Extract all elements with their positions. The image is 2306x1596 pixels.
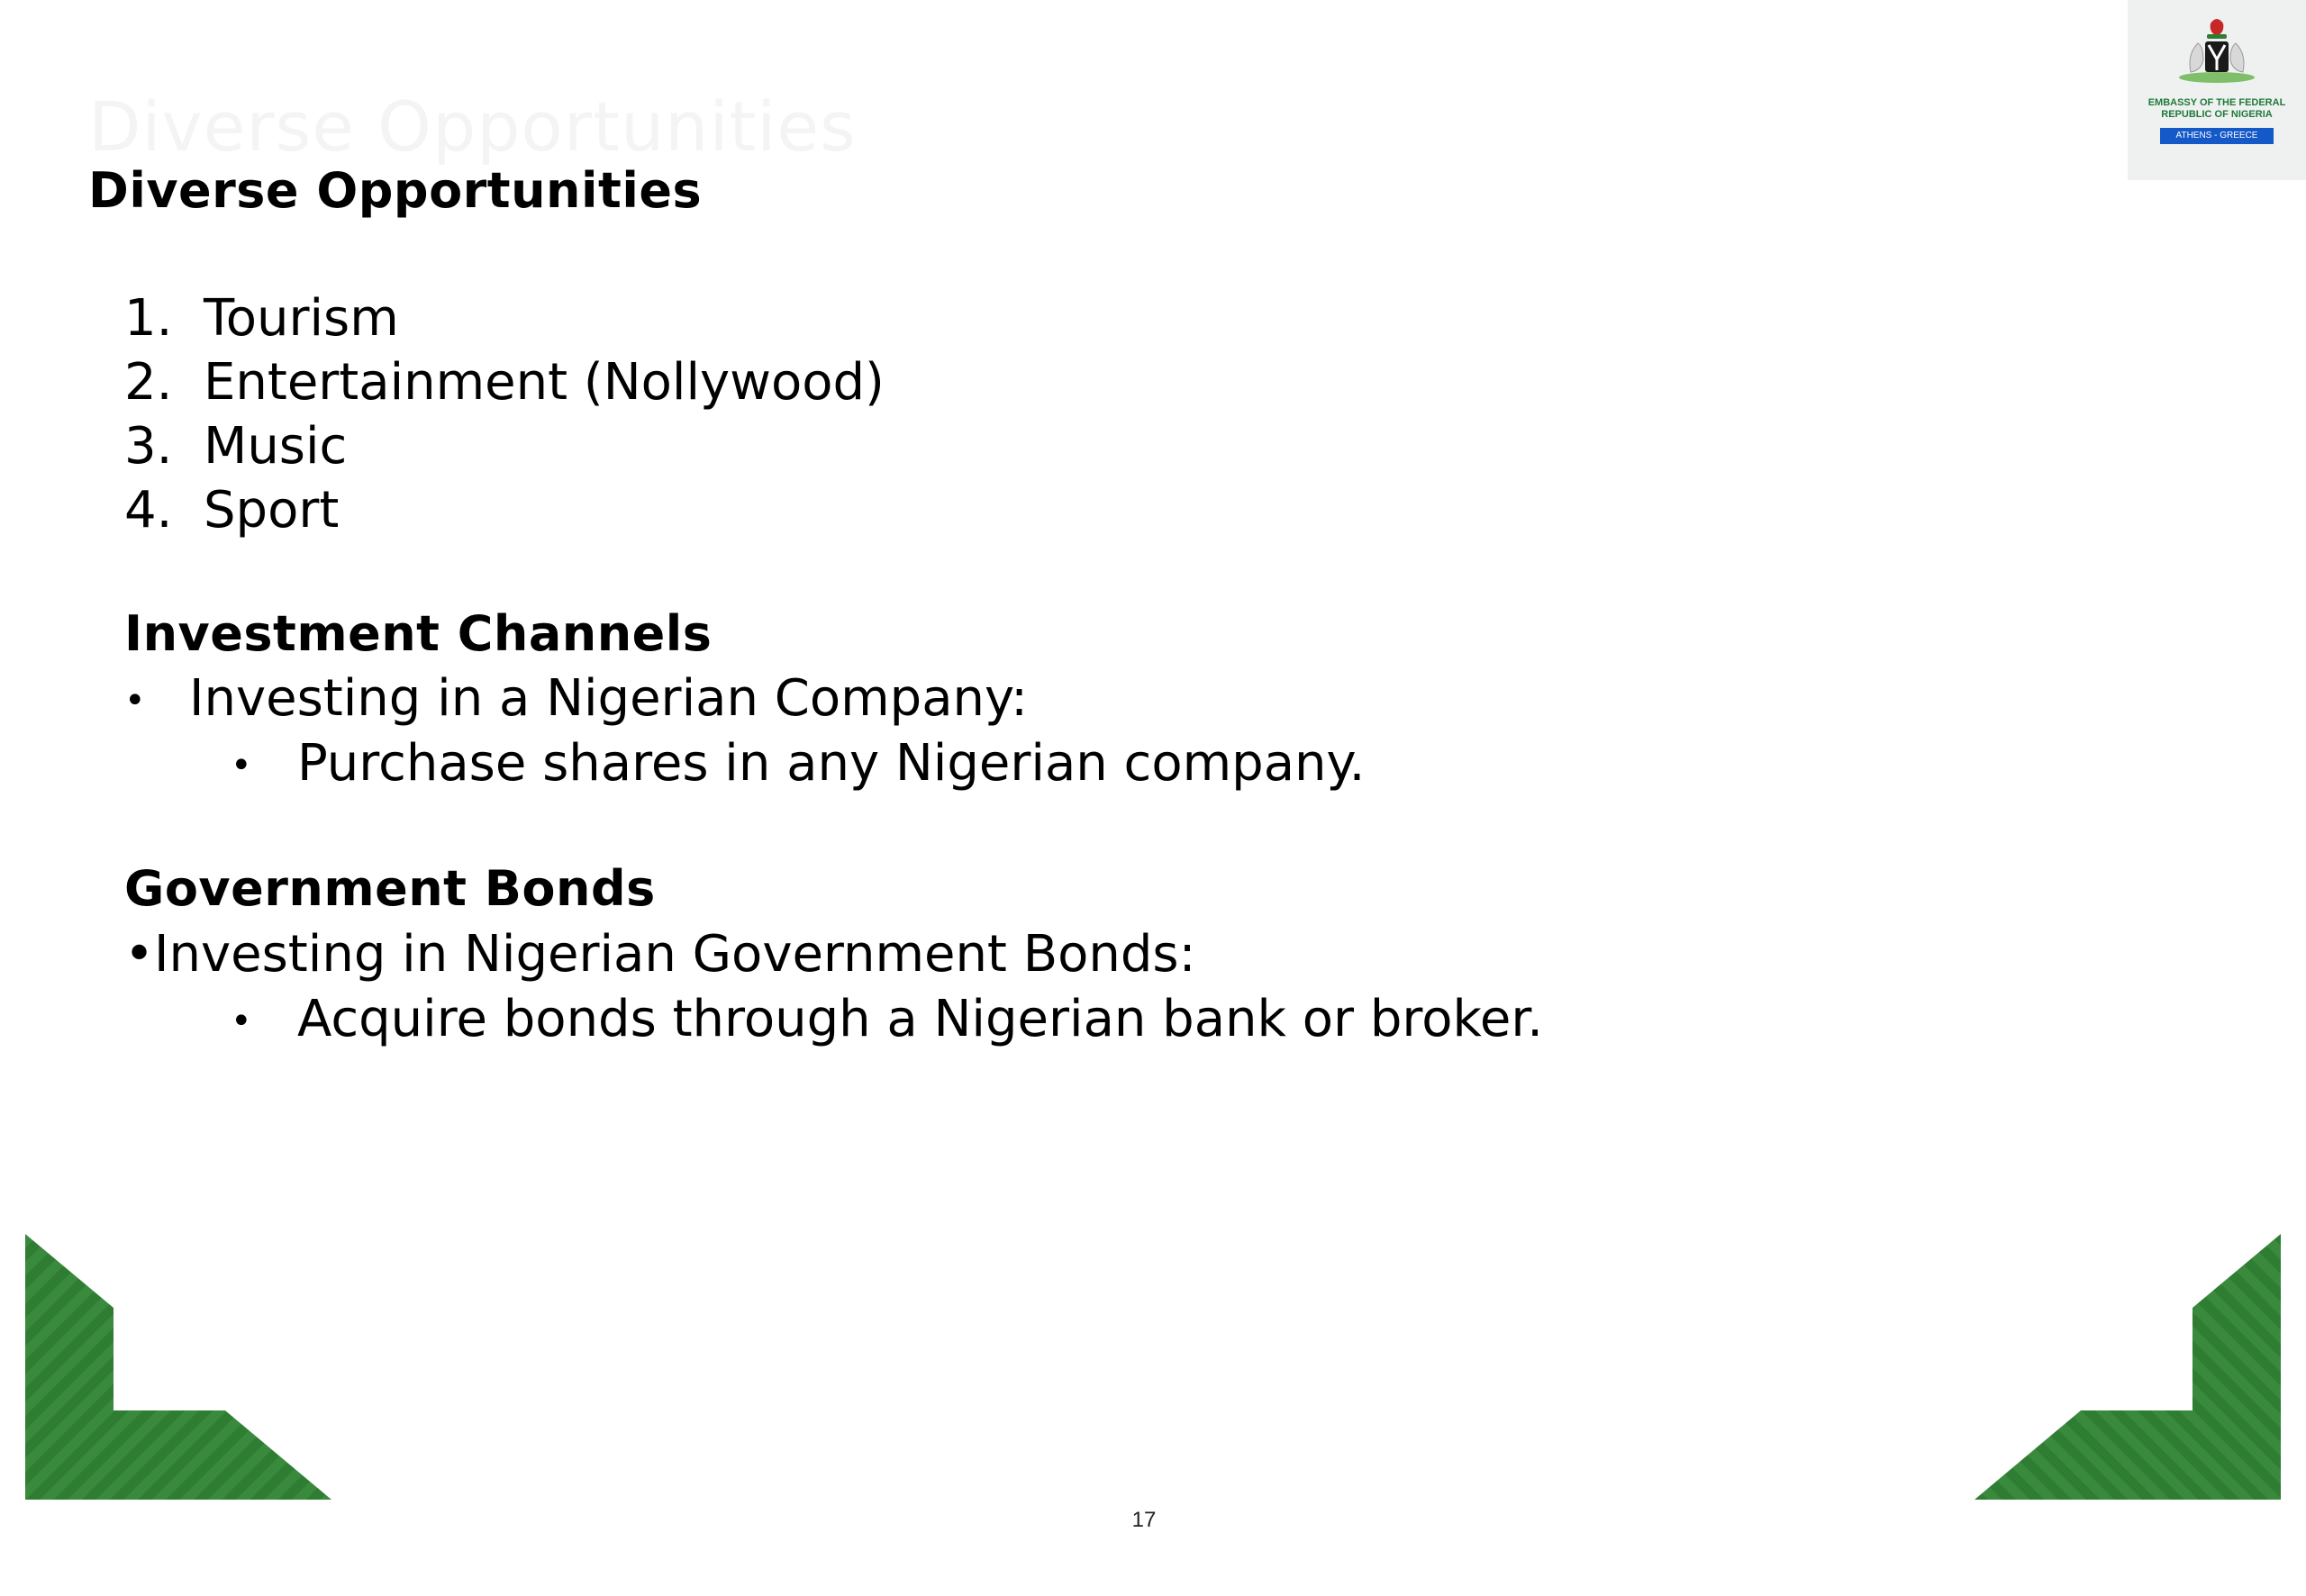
coat-of-arms-icon: [2128, 0, 2306, 95]
investment-subitem-text: Purchase shares in any Nigerian company.: [297, 734, 1366, 793]
list-item: [124, 350, 885, 414]
bonds-subitem-text: Acquire bonds through a Nigerian bank or broker.: [297, 990, 1544, 1048]
ghost-title: Diverse Opportunities: [88, 86, 857, 167]
list-number: 4.: [124, 481, 173, 540]
list-label: Entertainment (Nollywood): [204, 353, 885, 412]
list-number: 1.: [124, 289, 173, 348]
government-bonds-heading: Government Bonds: [124, 860, 656, 917]
list-number: 3.: [124, 417, 173, 476]
list-item: [124, 414, 885, 478]
list-label: Music: [204, 417, 348, 476]
bonds-item: •Investing in Nigerian Government Bonds:: [124, 925, 1196, 984]
investment-item: [124, 667, 1028, 733]
list-item: [124, 478, 885, 542]
logo-line: EMBASSY OF THE FEDERAL: [2147, 97, 2286, 108]
embassy-logo: [2128, 0, 2306, 180]
bullet: •: [231, 1001, 252, 1043]
logo-line: REPUBLIC OF NIGERIA: [2161, 109, 2273, 120]
list-label: Sport: [204, 481, 340, 540]
sector-list: [124, 286, 885, 542]
slide-title: Diverse Opportunities: [88, 162, 703, 219]
logo-location-bar: ATHENS - GREECE: [2160, 128, 2274, 144]
investment-item-text: Investing in a Nigerian Company:: [189, 669, 1028, 728]
bullet: •: [124, 680, 146, 722]
list-label: Tourism: [204, 289, 399, 348]
bonds-subitem: [231, 987, 1543, 1054]
logo-caption: [2128, 97, 2306, 121]
page-number: 17: [1131, 1508, 1157, 1532]
list-number: 2.: [124, 353, 173, 412]
investment-channels-heading: Investment Channels: [124, 605, 713, 662]
corner-decoration-right: [1975, 1234, 2281, 1500]
corner-decoration-left: [25, 1234, 331, 1500]
investment-subitem: [231, 731, 1365, 798]
bullet: •: [231, 745, 252, 787]
list-item: [124, 286, 885, 350]
